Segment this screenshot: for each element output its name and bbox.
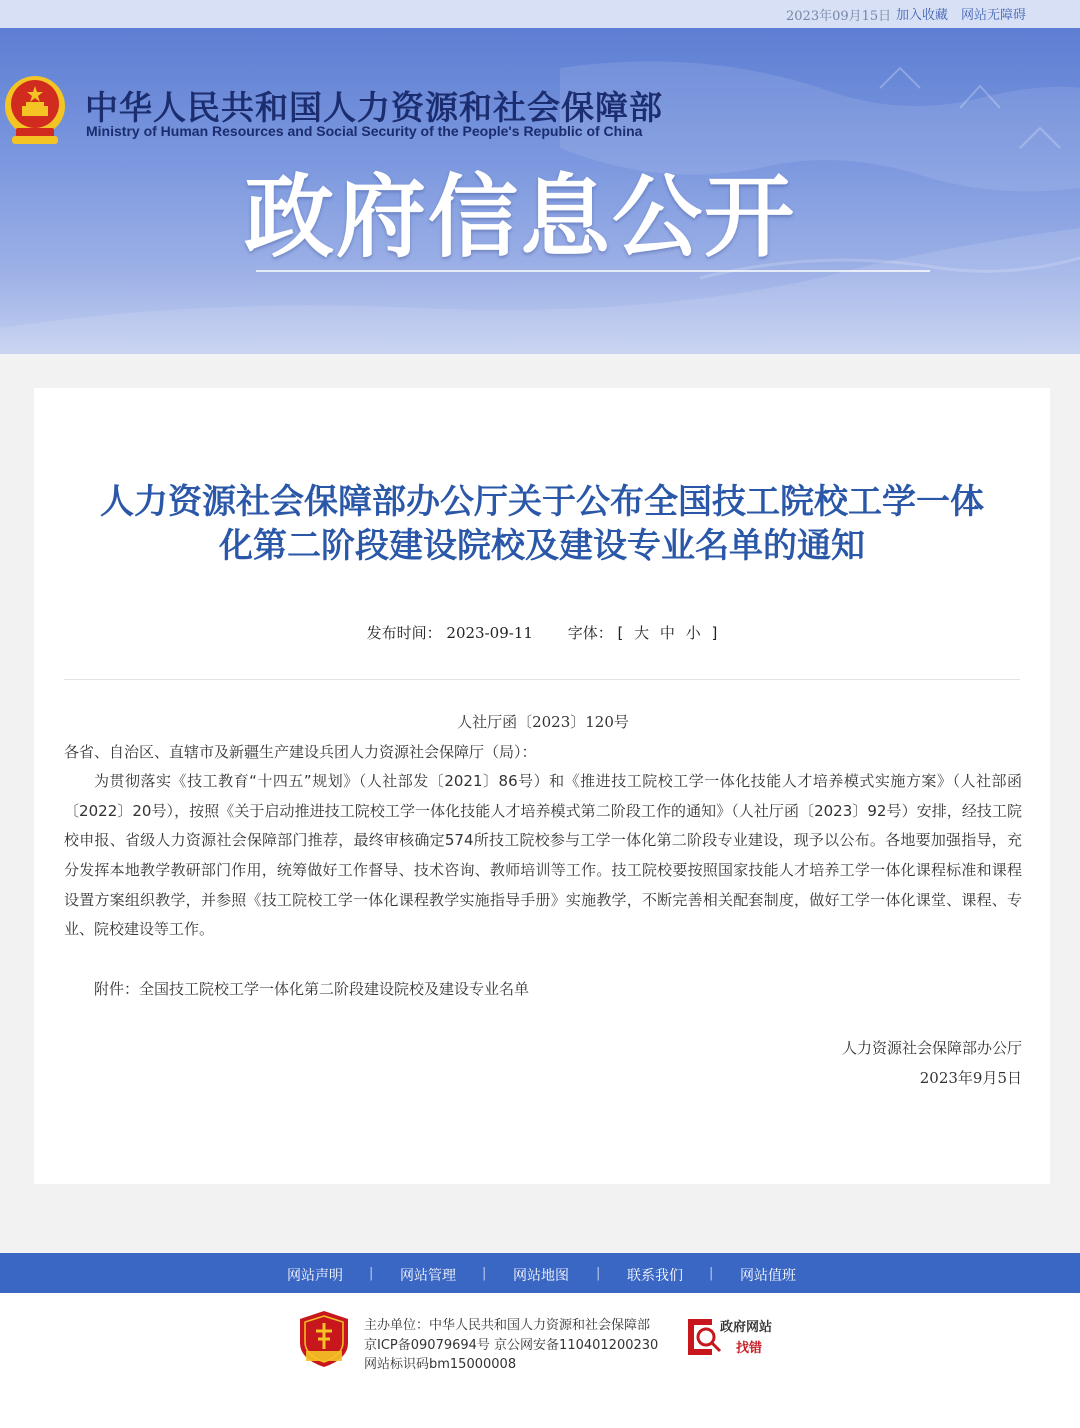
ministry-name-english: Ministry of Human Resources and Social Security of the People's Republic of China bbox=[86, 123, 643, 139]
section-title: 政府信息公开 bbox=[244, 165, 796, 270]
footer-link-sitemap[interactable]: 网站地图 bbox=[513, 1268, 569, 1284]
body-paragraph: 为贯彻落实《技工教育“十四五”规划》（人社部发〔2021〕86号）和《推进技工院校工学一体化技能人才培养模式实施方案》（人社部函〔2022〕20号），按照《关于启动推进技工院校工学一体化技能人才培养模式第二阶段工作的通知》（人社厅函〔2023〕92号）安排，经技工院校申报、省级人力资源社会保障部门推荐，最终审核确定574所技工院校参与工学一体化第二阶段专业建设，现予以公布。各地要加强指导，充分发挥本地教学教研部门作用，统筹做好工作督导、技术咨询、教师培训等工作。技工院校要按照国家技能人才培养工学一体化课程标准和课程设置方案组织教学，并参照《技工院校工学一体化课程教学实施指导手册》实施教学，不断完善相关配套制度，做好工学一体化课堂、课程、专业、院校建设等工作。 bbox=[64, 772, 1022, 939]
footer-link-duty[interactable]: 网站值班 bbox=[740, 1268, 796, 1284]
article-title bbox=[64, 480, 1020, 568]
banner-divider bbox=[256, 270, 930, 272]
top-utility-bar bbox=[0, 0, 1080, 28]
footer-nav bbox=[0, 1253, 1080, 1293]
font-size-bracket-close: ] bbox=[711, 624, 718, 642]
error-badge-line-2: 找错 bbox=[736, 1341, 763, 1356]
error-badge-line-1: 政府网站 bbox=[720, 1320, 773, 1335]
header-banner bbox=[0, 28, 1080, 354]
article-title-line-1: 人力资源社会保障部办公厅关于公布全国技工院校工学一体 bbox=[100, 482, 984, 522]
attachment-link[interactable]: 附件：全国技工院校工学一体化第二阶段建设院校及建设专业名单 bbox=[94, 979, 530, 998]
national-emblem-icon bbox=[2, 72, 68, 148]
footer-link-management[interactable]: 网站管理 bbox=[400, 1268, 456, 1284]
meta-divider bbox=[64, 679, 1020, 680]
add-favorite-link[interactable]: 加入收藏 bbox=[896, 8, 949, 23]
footer-link-contact[interactable]: 联系我们 bbox=[627, 1268, 683, 1284]
footer-link-statement[interactable]: 网站声明 bbox=[287, 1268, 343, 1284]
article-title-line-2: 化第二阶段建设院校及建设专业名单的通知 bbox=[219, 526, 865, 566]
gov-site-error-report-badge[interactable] bbox=[684, 1315, 784, 1363]
article-body bbox=[64, 708, 1022, 1094]
document-number: 人社厅函〔2023〕120号 bbox=[457, 713, 629, 731]
font-size-large[interactable]: 大 bbox=[634, 624, 650, 642]
current-date: 2023年09月15日 bbox=[786, 9, 892, 24]
article-meta bbox=[34, 622, 1050, 643]
footer-info bbox=[0, 1293, 1080, 1428]
issuing-office: 人力资源社会保障部办公厅 bbox=[841, 1039, 1022, 1058]
salutation: 各省、自治区、直辖市及新疆生产建设兵团人力资源社会保障厅（局）： bbox=[64, 742, 537, 761]
footer-separator: | bbox=[369, 1266, 374, 1281]
site-id-info: 网站标识码bm15000008 bbox=[364, 1357, 517, 1372]
signing-date: 2023年9月5日 bbox=[919, 1068, 1022, 1087]
publish-time-label: 发布时间： bbox=[366, 624, 442, 642]
article-card bbox=[34, 388, 1050, 1184]
footer-separator: | bbox=[482, 1266, 487, 1281]
icp-info: 京ICP备09079694号 京公网安备110401200230 bbox=[364, 1338, 659, 1353]
publish-date: 2023-09-11 bbox=[446, 624, 533, 642]
footer-separator: | bbox=[709, 1266, 714, 1281]
accessibility-link[interactable]: 网站无障碍 bbox=[961, 8, 1027, 23]
font-size-small[interactable]: 小 bbox=[685, 624, 701, 642]
ministry-name-chinese: 中华人民共和国人力资源和社会保障部 bbox=[85, 88, 663, 127]
sponsor-info: 主办单位：中华人民共和国人力资源和社会保障部 bbox=[364, 1318, 651, 1333]
footer-separator: | bbox=[596, 1266, 601, 1281]
font-size-label: 字体： bbox=[567, 624, 613, 642]
font-size-medium[interactable]: 中 bbox=[659, 624, 675, 642]
font-size-bracket-open: [ bbox=[617, 624, 624, 642]
magnifier-icon bbox=[684, 1315, 724, 1363]
party-government-logo-icon[interactable] bbox=[298, 1309, 350, 1369]
